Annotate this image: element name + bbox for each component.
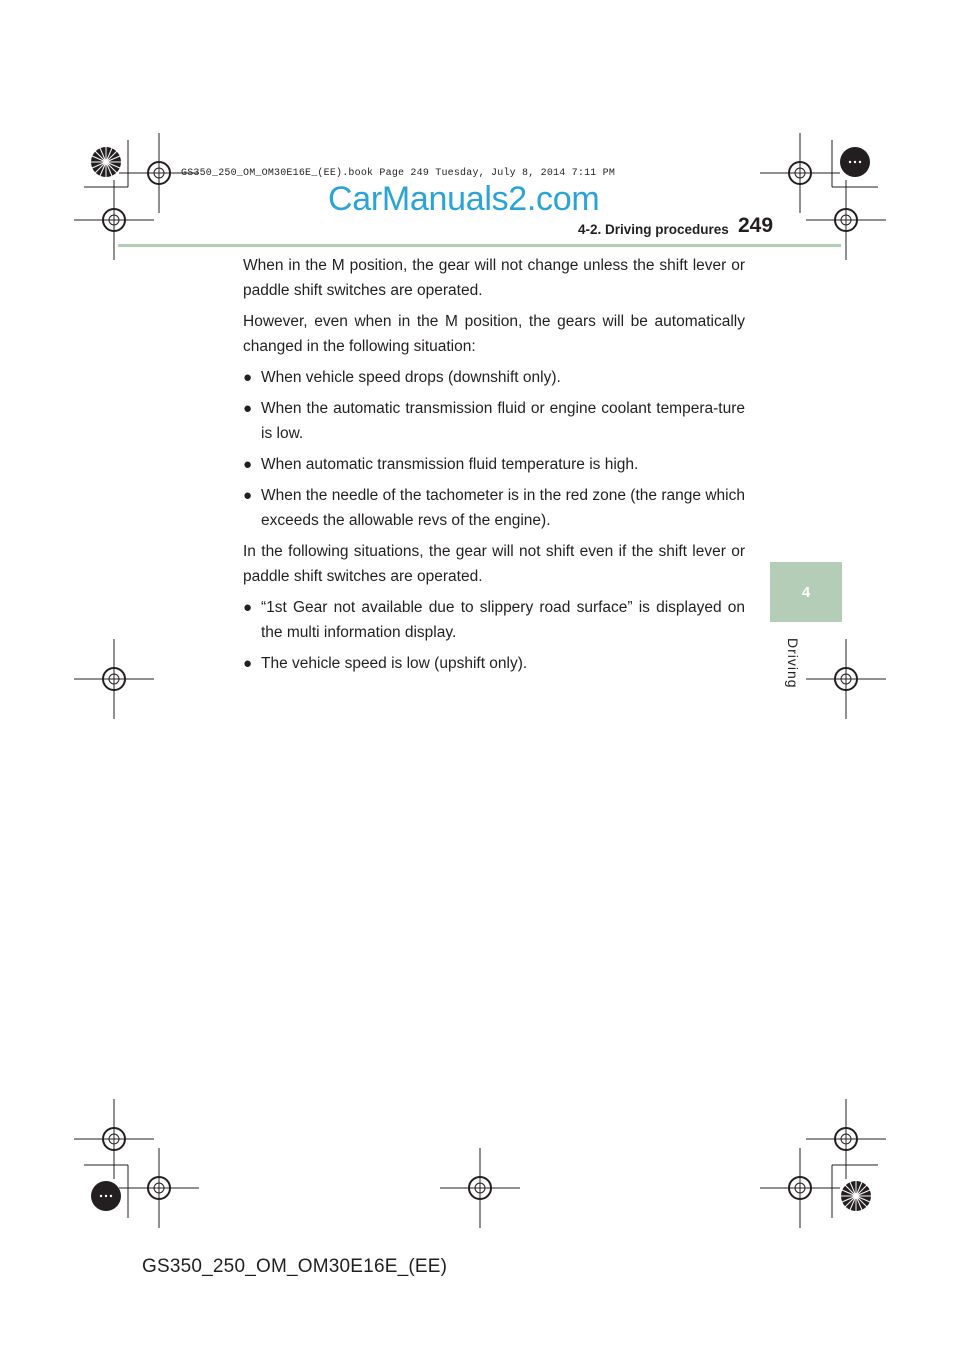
chapter-label-wrapper (779, 638, 809, 698)
crosshair-icon (806, 639, 886, 719)
chapter-number: 4 (801, 583, 811, 601)
section-title: 4-2. Driving procedures (578, 222, 729, 237)
watermark: CarManuals2.com (328, 180, 600, 218)
bullet-item (243, 483, 745, 533)
file-info: GS350_250_OM_OM30E16E_(EE).book Page 249 Tuesday, July 8, 2014 7:11 PM (181, 168, 616, 179)
crosshair-icon (74, 639, 154, 719)
paragraph: However, even when in the M position, the gears will be automatically changed in the following situation: (243, 313, 745, 355)
target-dot-icon (839, 146, 871, 178)
bullet-text: When the needle of the tachometer is in the red zone (the range which exceeds the allowable revs of the engine). (261, 487, 745, 529)
bullet-icon: ● (243, 487, 253, 504)
bullet-icon: ● (243, 655, 253, 672)
page-number: 249 (738, 214, 774, 237)
crosshair-icon (119, 1148, 199, 1228)
paragraph: In the following situations, the gear will not shift even if the shift lever or paddle shift switches are operated. (243, 543, 745, 585)
chapter-label: Driving (785, 638, 801, 689)
crosshair-icon (760, 1148, 840, 1228)
footer-code: GS350_250_OM_OM30E16E_(EE) (142, 1256, 448, 1277)
crosshair-icon (440, 1148, 520, 1228)
header-rule (118, 244, 841, 247)
bullet-text: When vehicle speed drops (downshift only). (261, 369, 561, 386)
chapter-tab (770, 562, 842, 622)
bullet-item (243, 396, 745, 446)
bullet-icon: ● (243, 599, 253, 616)
bullet-item (243, 452, 745, 477)
paragraph: When in the M position, the gear will not change unless the shift lever or paddle shift switches are operated. (243, 257, 745, 299)
bullet-item (243, 595, 745, 645)
bullet-text: When the automatic transmission fluid or engine coolant tempera-ture is low. (261, 400, 745, 442)
target-dot-icon (90, 1180, 122, 1212)
crosshair-icon (806, 180, 886, 260)
bullet-text: The vehicle speed is low (upshift only). (261, 655, 528, 672)
bullet-icon: ● (243, 456, 253, 473)
bullet-item (243, 365, 745, 390)
bullet-text: When automatic transmission fluid temperature is high. (261, 456, 639, 473)
bullet-text: “1st Gear not available due to slippery road surface” is displayed on the multi information display. (261, 599, 745, 641)
bullet-item (243, 651, 745, 676)
starburst-icon (90, 146, 122, 178)
starburst-icon (840, 1180, 872, 1212)
bullet-icon: ● (243, 369, 253, 386)
crosshair-icon (74, 180, 154, 260)
main-content (243, 253, 745, 682)
bullet-icon: ● (243, 400, 253, 417)
